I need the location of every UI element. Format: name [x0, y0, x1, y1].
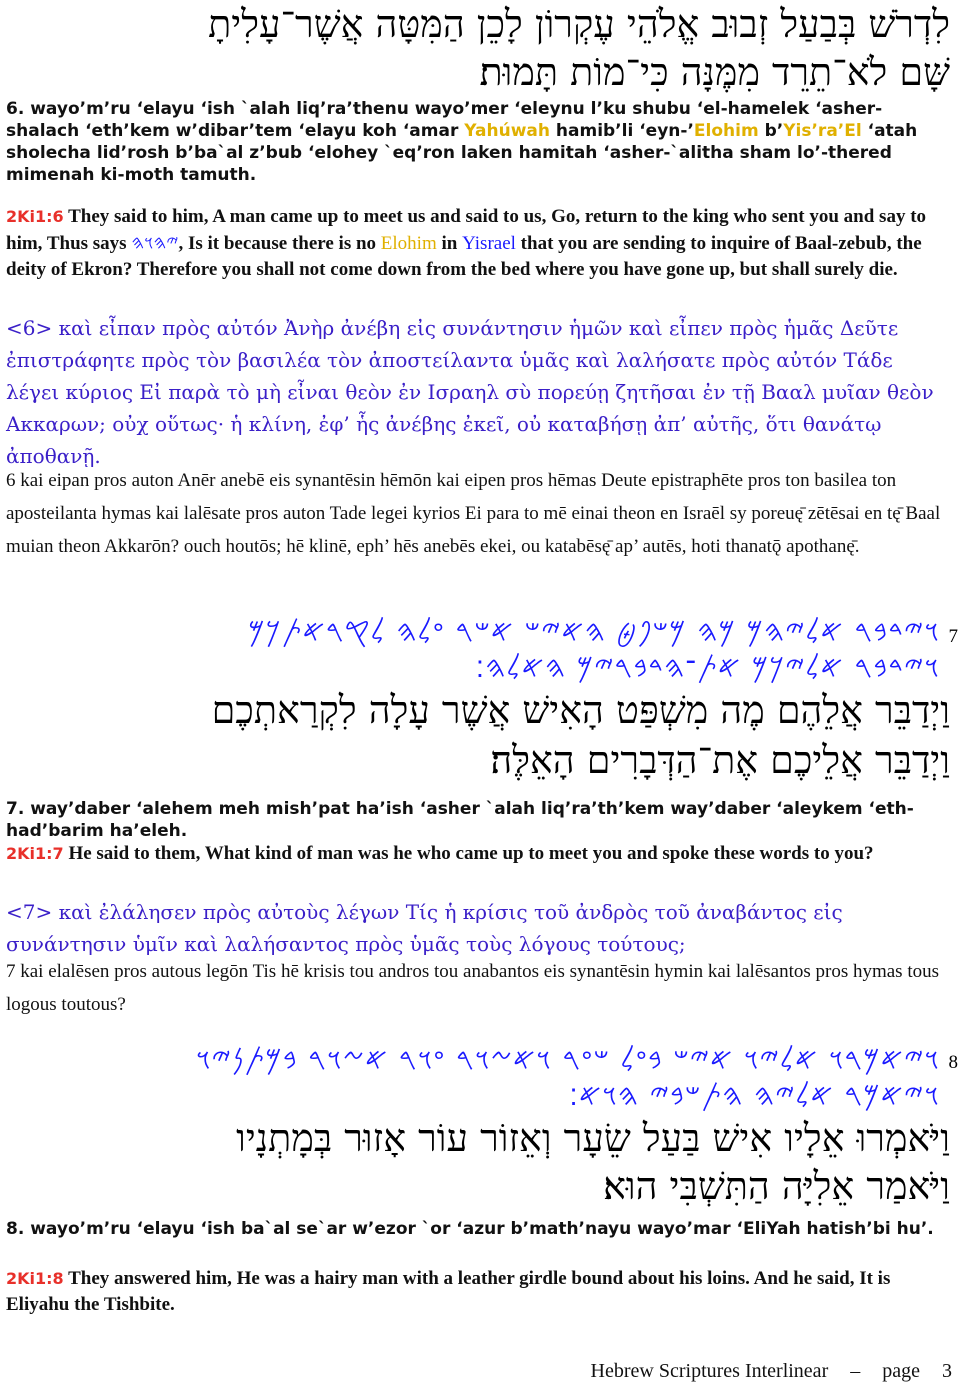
- verse6-greek: <6> καὶ εἶπαν πρὸς αὐτόν Ἀνὴρ ἀνέβη εἰς συνάντησιν ἡμῶν καὶ εἶπεν πρὸς ἡμᾶς Δεῦτε ἐπιστράφητε πρὸς τὸν βασιλέα τὸν ἀποστείλαντα ὑμᾶς καὶ λαλήσατε πρὸς αὐτόν Τάδε λέγει κύριος Εἰ παρὰ τὸ μὴ εἶναι θεὸν ἐν Ισραηλ σὺ πορεύῃ ζητῆσαι ἐν τῇ Βααλ μυῖαν θεὸν Ακκαρων; οὐχ οὕτως· ἡ κλίνη, ἐφ’ ἧς ἀνέβης ἐκεῖ, οὐ καταβήσῃ ἀπ’ αὐτῆς, ὅτι θανάτῳ ἀποθανῇ.: [6, 316, 934, 468]
- verse8-english: [6, 1266, 951, 1318]
- page-footer: [591, 1360, 952, 1383]
- english-text: They said to him, A man came up to meet us and said to us, Go, return to the king who sent you and say to him, Thus says: [6, 206, 927, 254]
- elohim-word: Elohim: [380, 233, 437, 254]
- footer-page-label: page: [882, 1360, 920, 1382]
- footer-dash: –: [850, 1360, 861, 1382]
- english-text: in: [436, 233, 463, 254]
- footer-title: Hebrew Scriptures Interlinear: [590, 1360, 829, 1382]
- verse7-greek-transliteration: 7 kai elalēsen pros autous legōn Tis hē krisis tou andros tou anabantos eis synantēsin hymin kai lalēsantos pros hymas tous logous toutous?: [6, 961, 940, 1015]
- verse8-transliteration: 8. wayo’m’ru ‘elayu ‘ish ba`al se`ar w’ezor `or ‘azur b’math’nayu wayo’mar ‘EliYah hatish’bi hu’.: [6, 1219, 934, 1239]
- verse8-paleo-line1: 𐤅𐤉𐤀𐤌𐤓𐤅 𐤀𐤋𐤉𐤅 𐤀𐤉𐤔 𐤁𐤏𐤋 𐤔𐤏𐤓 𐤅𐤀𐤆𐤅𐤓 𐤏𐤅𐤓 𐤀𐤆𐤅𐤓 𐤁𐤌𐤕𐤍𐤉𐤅: [196, 1042, 940, 1077]
- paleo-divine-name: 𐤉𐤄𐤅𐤄: [131, 232, 179, 254]
- verse6-english: [6, 204, 951, 283]
- verse-reference: 2Ki1:6: [6, 207, 64, 226]
- verse7-greek: <7> καὶ ἐλάλησεν πρὸς αὐτοὺς λέγων Τίς ἡ κρίσις τοῦ ἀνδρὸς τοῦ ἀναβάντος εἰς συνάντησιν ὑμῖν καὶ λαλήσαντος πρὸς ὑμᾶς τοὺς λόγους τούτους;: [6, 900, 843, 956]
- verse7-hebrew-line2: וַיְדַבֵּר אֲלֵיכֶם אֶת־הַדְּבָרִים הָאֵלֶּה׃: [490, 738, 950, 782]
- english-text: They answered him, He was a hairy man with a leather girdle bound about his loins. And he said, It is Eliyahu the Tishbite.: [6, 1268, 891, 1315]
- translit-text: hamib’li ‘eyn-’: [549, 121, 694, 141]
- yisrael-word: Yis’ra’El: [783, 121, 862, 141]
- translit-text: ‘atah sholecha lid’rosh b’ba`al z’bub ‘elohey `eq’ron laken hamitah ‘asher-`alitha sham lo’-thered mimenah ki-moth tamuth.: [6, 121, 918, 185]
- verse7-paleo-line2: 𐤅𐤉𐤃𐤁𐤓 𐤀𐤋𐤉𐤊𐤌 𐤀𐤕־𐤄𐤃𐤁𐤓𐤉𐤌 𐤄𐤀𐤋𐤄׃: [475, 650, 940, 685]
- yisrael-word: Yisrael: [462, 233, 516, 254]
- verse7-transliteration: 7. way’daber ‘alehem meh mish’pat ha’ish ‘asher `alah liq’ra’th’kem way’daber ‘aleykem ‘eth-had’barim ha’eleh.: [6, 799, 914, 841]
- footer-page-number: 3: [942, 1360, 952, 1382]
- divine-name: Yahúwah: [464, 121, 550, 141]
- elohim-word: Elohim: [693, 121, 759, 141]
- verse7-number: 7: [948, 626, 958, 647]
- english-text: He said to them, What kind of man was he who came up to meet you and spoke these words to you?: [63, 843, 874, 864]
- verse8-hebrew-line2: וַיֹּאמַר אֵלִיָּה הַתִּשְׁבִּי הוּא׃: [603, 1164, 950, 1208]
- verse7-paleo-line1: 𐤅𐤉𐤃𐤁𐤓 𐤀𐤋𐤉𐤄𐤌 𐤌𐤄 𐤌𐤔𐤐𐤈 𐤄𐤀𐤉𐤔 𐤀𐤔𐤓 𐤏𐤋𐤄 𐤋𐤒𐤓𐤀𐤕𐤊𐤌: [248, 614, 940, 649]
- translit-text: 6. wayo’m’ru ‘elayu ‘ish `alah liq’ra’thenu wayo’mer ‘eleynu l’ku shubu ‘el-hamelek ‘asher-shalach ‘eth’kem w’dibar’tem ‘elayu koh ‘amar: [6, 99, 883, 141]
- english-text: , Is it because there is no: [178, 233, 381, 254]
- verse8-hebrew-line1: וַיֹּאמְרוּ אֵלָיו אִישׁ בַּעַל שֵׂעָר וְאֵזוֹר עוֹר אָזוּר בְּמָתְנָיו: [236, 1116, 950, 1160]
- verse-reference: 2Ki1:7: [6, 844, 64, 863]
- verse8-number: 8: [948, 1052, 958, 1073]
- verse6-hebrew-line2: שָּׁם לֹא־תֵרֵד מִמֶּנָּה כִּי־מוֹת תָּמוּת׃: [479, 50, 950, 94]
- translit-text: b’: [758, 121, 784, 141]
- verse6-greek-transliteration: 6 kai eipan pros auton Anēr anebē eis synantēsin hēmōn kai eipen pros hēmas Deute epistraphēte pros ton basilea ton aposteilanta hymas kai lalēsate pros auton Tade legei kyrios Ei para to mē einai theon en Israēl sy poreuę̄ zētēsai en tę̄ Baal muian theon Akkarōn? ouch houtōs; hē klinē, eph’ hēs anebēs ekei, ou katabēsę̄ ap’ autēs, hoti thanatǭ apothanę̄.: [6, 470, 941, 557]
- verse7-hebrew-line1: וַיְדַבֵּר אֲלֵהֶם מֶה מִשְׁפַּט הָאִישׁ אֲשֶׁר עָלָה לִקְרַאתְכֶם: [211, 688, 950, 732]
- verse-reference: 2Ki1:8: [6, 1269, 64, 1288]
- verse7-english: [6, 841, 951, 867]
- verse6-hebrew-line1: לִדְרֹשׁ בְּבַעַל זְבוּב אֱלֹהֵי עֶקְרוֹן לָכֵן הַמִּטָּה אֲשֶׁר־עָלִיתָ: [208, 2, 950, 46]
- english-text: that you are sending to inquire of Baal-zebub, the deity of Ekron? Therefore you shall not come down from the bed where you have gone up, but shall surely die.: [6, 233, 922, 280]
- verse6-transliteration: [6, 98, 946, 186]
- verse8-paleo-line2: 𐤅𐤉𐤀𐤌𐤓 𐤀𐤋𐤉𐤄 𐤄𐤕𐤔𐤁𐤉 𐤄𐤅𐤀׃: [569, 1078, 940, 1113]
